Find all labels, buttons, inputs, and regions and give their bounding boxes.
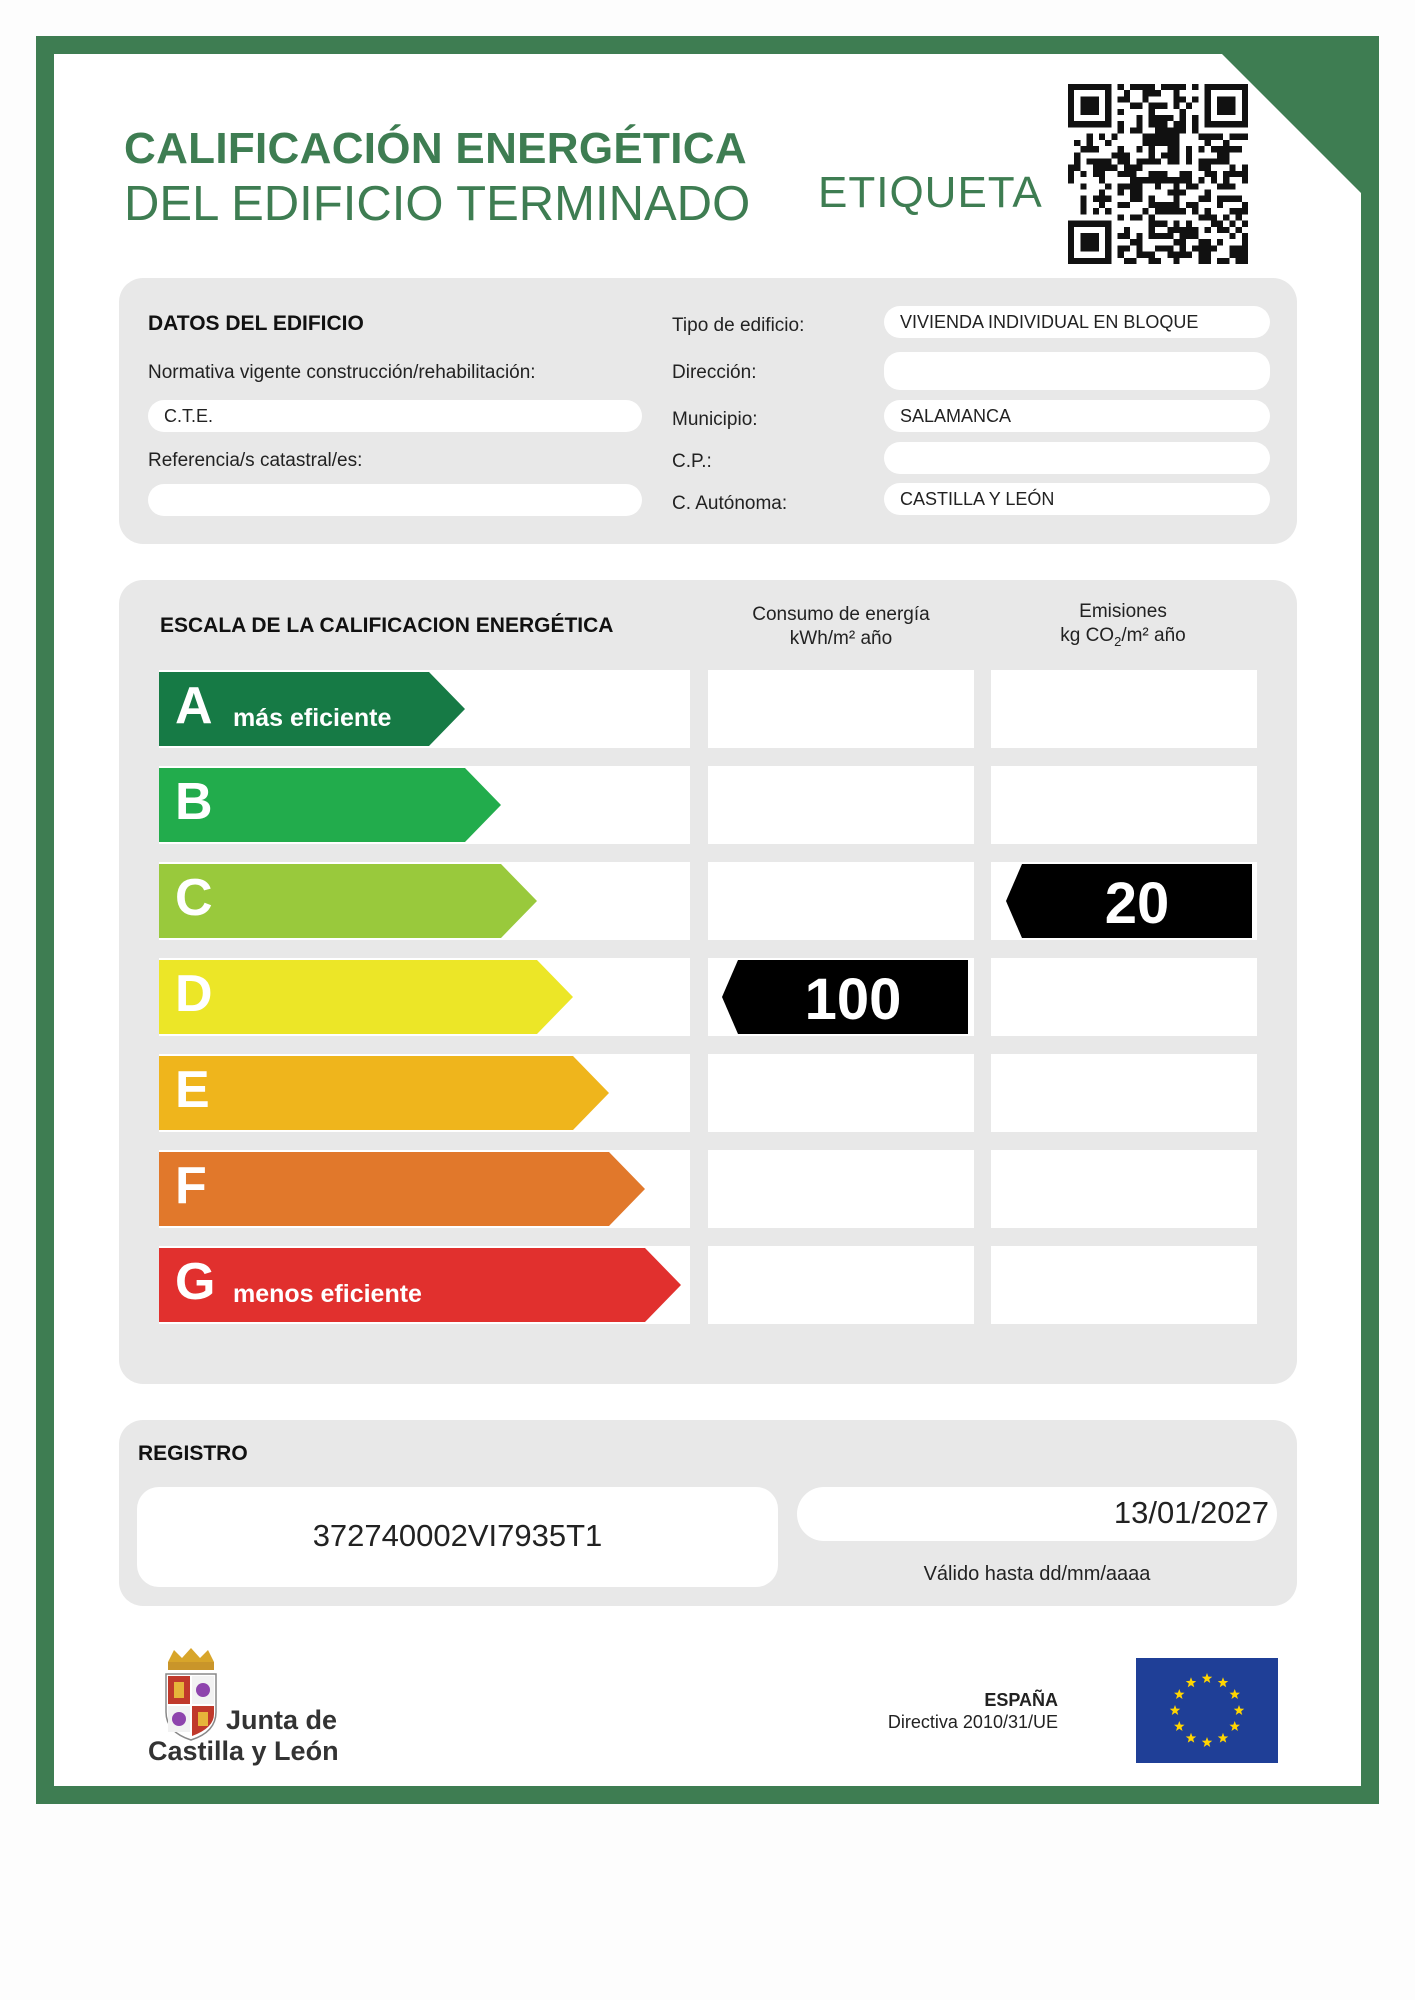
- tipo-field: VIVIENDA INDIVIDUAL EN BLOQUE: [884, 306, 1270, 338]
- class-letter: A: [175, 677, 213, 735]
- qr-code: [1068, 84, 1248, 264]
- class-bar-g: [159, 1248, 681, 1322]
- direccion-label: Dirección:: [672, 362, 757, 383]
- class-letter: G: [175, 1253, 216, 1311]
- municipio-field: SALAMANCA: [884, 400, 1270, 432]
- consumo-column-header: [708, 603, 974, 651]
- class-bar-arrow: [537, 960, 573, 1034]
- normativa-field: C.T.E.: [148, 400, 642, 432]
- autonoma-label: C. Autónoma:: [672, 493, 788, 514]
- emisiones-cell: [991, 1150, 1257, 1228]
- class-bar-arrow: [573, 1056, 609, 1130]
- class-bar-c: [159, 864, 537, 938]
- class-letter: E: [175, 1061, 210, 1119]
- consumo-cell: [708, 1054, 974, 1132]
- consumo-header-line2: kWh/m² año: [789, 628, 893, 649]
- junta-line1: Junta de: [226, 1705, 338, 1735]
- consumo-cell: [708, 1246, 974, 1324]
- emisiones-column-header: [990, 600, 1256, 654]
- class-subtitle: más eficiente: [233, 704, 392, 732]
- emisiones-cell: [991, 670, 1257, 748]
- class-bar-arrow: [429, 672, 465, 746]
- cp-field: [884, 442, 1270, 474]
- emisiones-rating-marker-value: 20: [1104, 871, 1170, 936]
- building-section-title: DATOS DEL EDIFICIO: [148, 312, 364, 335]
- consumo-cell: [708, 766, 974, 844]
- eu-flag-icon: [1136, 1658, 1278, 1763]
- class-bar-f: [159, 1152, 645, 1226]
- consumo-header-line1: Consumo de energía: [752, 604, 930, 625]
- registro-number: 372740002VI7935T1: [312, 1518, 603, 1553]
- municipio-label: Municipio:: [672, 409, 758, 430]
- direccion-field: [884, 352, 1270, 390]
- consumo-rating-marker-value: 100: [804, 967, 902, 1032]
- referencia-field: [148, 484, 642, 516]
- cp-label: C.P.:: [672, 451, 712, 472]
- consumo-rating-marker: [722, 960, 968, 1034]
- country-label: ESPAÑA: [984, 1690, 1058, 1710]
- emisiones-cell: [991, 1246, 1257, 1324]
- class-letter: C: [175, 869, 213, 927]
- directive-label: Directiva 2010/31/UE: [887, 1712, 1058, 1732]
- valid-date: 13/01/2027: [1113, 1495, 1269, 1530]
- emisiones-rating-marker-arrow: [1006, 864, 1022, 938]
- class-subtitle: menos eficiente: [233, 1280, 422, 1308]
- class-bar-body: [159, 960, 537, 1034]
- junta-line2: Castilla y León: [148, 1736, 339, 1766]
- class-bar-a: [159, 672, 465, 746]
- consumo-rating-marker-arrow: [722, 960, 738, 1034]
- consumo-cell: [708, 1150, 974, 1228]
- class-letter: B: [175, 773, 213, 831]
- normativa-label: Normativa vigente construcción/rehabilitación:: [148, 362, 536, 383]
- class-bar-arrow: [609, 1152, 645, 1226]
- emisiones-cell: [991, 766, 1257, 844]
- title-line-1: CALIFICACIÓN ENERGÉTICA: [124, 124, 747, 173]
- tipo-label: Tipo de edificio:: [672, 315, 805, 336]
- referencia-label: Referencia/s catastral/es:: [148, 450, 363, 471]
- class-bar-d: [159, 960, 573, 1034]
- autonoma-field: CASTILLA Y LEÓN: [884, 483, 1270, 515]
- class-bar-arrow: [501, 864, 537, 938]
- title-line-2: DEL EDIFICIO TERMINADO: [124, 177, 751, 231]
- class-bar-b: [159, 768, 501, 842]
- emisiones-header-line2: [990, 624, 1256, 654]
- consumo-cell: [708, 670, 974, 748]
- emisiones-header-line1: Emisiones: [1079, 601, 1167, 622]
- class-bar-arrow: [465, 768, 501, 842]
- consumo-cell: [708, 862, 974, 940]
- registro-section-title: REGISTRO: [138, 1442, 248, 1465]
- castilla-leon-coat-of-arms-icon: [160, 1648, 222, 1744]
- scale-section-title: ESCALA DE LA CALIFICACION ENERGÉTICA: [160, 614, 614, 637]
- emisiones-cell: [991, 1054, 1257, 1132]
- emisiones-rating-marker: [1006, 864, 1252, 938]
- emisiones-cell: [991, 958, 1257, 1036]
- class-bar-e: [159, 1056, 609, 1130]
- emisiones-unit-b: /m² año: [1121, 625, 1186, 646]
- class-bar-arrow: [645, 1248, 681, 1322]
- emisiones-unit-a: kg CO: [1060, 625, 1115, 646]
- class-letter: F: [175, 1157, 207, 1215]
- valid-label: Válido hasta dd/mm/aaaa: [923, 1563, 1151, 1585]
- class-letter: D: [175, 965, 213, 1023]
- etiqueta-label: ETIQUETA: [818, 168, 1043, 217]
- class-bar-body: [159, 1056, 573, 1130]
- class-bar-body: [159, 1152, 609, 1226]
- emisiones-unit-sub: 2: [1114, 633, 1122, 649]
